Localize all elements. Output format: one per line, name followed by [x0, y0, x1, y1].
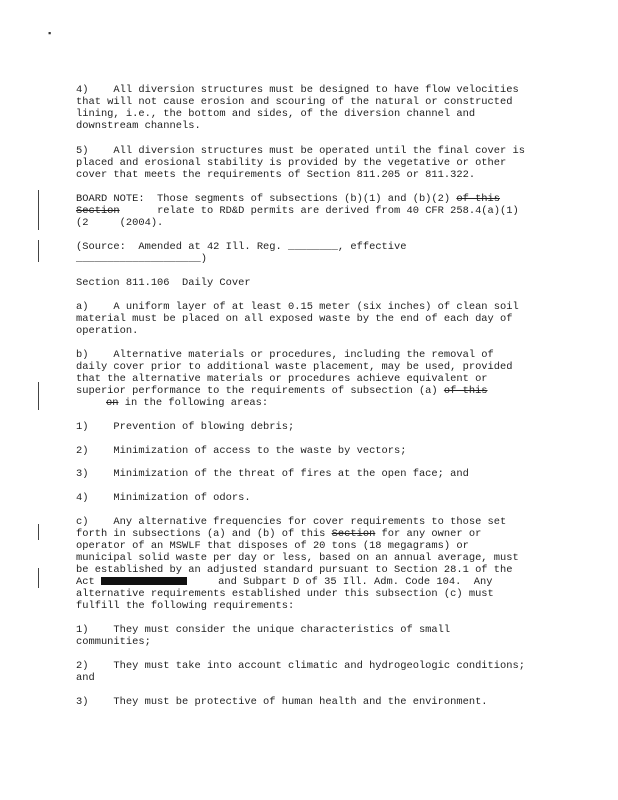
requirement-item: and [76, 672, 95, 684]
paragraph-b-line: b) Alternative materials or procedures, including the removal of [76, 349, 494, 361]
struck-text: Section [76, 205, 120, 217]
board-note-text: BOARD NOTE: Those segments of subsections (b)(1) and (b)(2) [76, 193, 457, 205]
paragraph-b-text: in the following areas: [118, 397, 269, 409]
board-note-line: (2 (2004). [76, 217, 164, 229]
requirement-item: communities; [76, 636, 151, 648]
paragraph-c-text: Act [76, 576, 101, 588]
source-blank: ____________________ [76, 253, 201, 265]
paragraph-b-line [76, 385, 488, 397]
struck-text: on [106, 397, 119, 409]
paragraph-c-line: be established by an adjusted standard pursuant to Section 28.1 of the [76, 564, 513, 576]
paragraph-4-line: lining, i.e., the bottom and sides, of the diversion channel and [76, 108, 476, 120]
requirement-item: 1) They must consider the unique characteristics of small [76, 624, 451, 636]
struck-text: Section [331, 528, 376, 540]
paragraph-c-text: for any owner or [375, 528, 482, 540]
paragraph-b-line: daily cover prior to additional waste placement, may be used, provided [76, 361, 513, 373]
paragraph-c-line: fulfill the following requirements: [76, 600, 295, 612]
paragraph-c-line [76, 576, 493, 588]
source-line [76, 253, 207, 265]
paragraph-5-line: cover that meets the requirements of Section 811.205 or 811.322. [76, 169, 476, 181]
source-text: , effective [337, 241, 407, 253]
section-title: Section 811.106 Daily Cover [76, 277, 251, 289]
paragraph-a-line: operation. [76, 325, 139, 337]
paragraph-4-line: 4) All diversion structures must be designed to have flow velocities [76, 84, 519, 96]
list-item: 2) Minimization of access to the waste by vectors; [76, 445, 407, 457]
paragraph-c-line: municipal solid waste per day or less, based on an annual average, must [76, 552, 519, 564]
paragraph-a-line: material must be placed on all exposed waste by the end of each day of [76, 313, 513, 325]
paragraph-c-text: forth in subsections (a) and (b) of this [76, 528, 332, 540]
board-note-line [76, 205, 519, 217]
board-note-line [76, 193, 500, 205]
requirement-item: 3) They must be protective of human health and the environment. [76, 696, 488, 708]
list-item: 1) Prevention of blowing debris; [76, 421, 295, 433]
requirement-item: 2) They must take into account climatic and hydrogeologic conditions; [76, 660, 525, 672]
redaction-mark [101, 577, 187, 585]
paragraph-b-text: superior performance to the requirements of subsection (a) [76, 385, 444, 397]
paragraph-c-line: operator of an MSWLF that disposes of 20 tons (18 megagrams) or [76, 540, 469, 552]
paragraph-c-text: and Subpart D of 35 Ill. Adm. Code 104. Any [186, 576, 493, 588]
paragraph-a-line: a) A uniform layer of at least 0.15 meter (six inches) of clean soil [76, 301, 519, 313]
revision-bar [38, 240, 39, 262]
paragraph-5-line: placed and erosional stability is provided by the vegetative or other [76, 157, 507, 169]
paragraph-5-line: 5) All diversion structures must be operated until the final cover is [76, 145, 525, 157]
revision-bar [38, 568, 39, 588]
paragraph-4-line: that will not cause erosion and scouring of the natural or constructed [76, 96, 513, 108]
paragraph-b-line [106, 397, 268, 409]
paragraph-c-line: alternative requirements established under this subsection (c) must [76, 588, 494, 600]
source-line [76, 241, 407, 253]
paragraph-c-line: c) Any alternative frequencies for cover requirements to those set [76, 516, 507, 528]
source-text: (Source: Amended at 42 Ill. Reg. [76, 241, 289, 253]
header-mark: ▪ [47, 29, 53, 39]
revision-bar [38, 190, 39, 230]
paragraph-b-line: that the alternative materials or procedures achieve equivalent or [76, 373, 488, 385]
board-note-text: relate to RD&D permits are derived from 40 CFR 258.4(a)(1) [119, 205, 519, 217]
struck-text: of this [456, 193, 501, 205]
list-item: 3) Minimization of the threat of fires at the open face; and [76, 468, 469, 480]
paragraph-4-line: downstream channels. [76, 120, 201, 132]
source-blank: ________ [288, 241, 338, 253]
list-item: 4) Minimization of odors. [76, 492, 251, 504]
revision-bar [38, 382, 39, 410]
source-text: ) [200, 253, 207, 265]
struck-text: of this [443, 385, 488, 397]
paragraph-c-line [76, 528, 481, 540]
revision-bar [38, 524, 39, 540]
